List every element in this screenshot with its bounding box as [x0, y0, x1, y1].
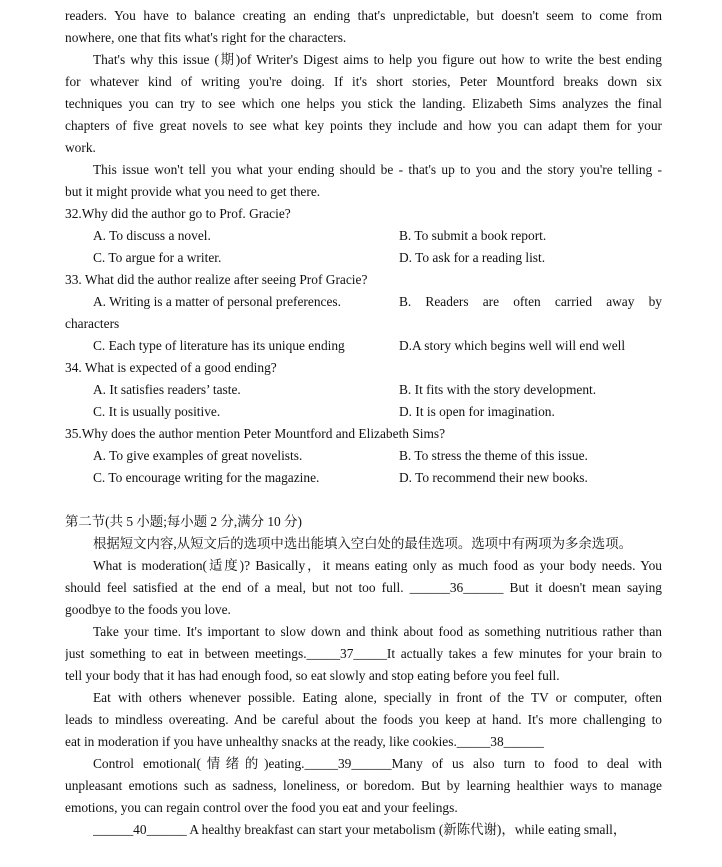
- passage-line: emotions, you can regain control over the food you eat and your feelings.: [65, 800, 458, 815]
- question-option-row: [65, 291, 662, 313]
- question-option-row: [65, 467, 662, 489]
- question-option-row: [65, 225, 662, 247]
- option-c: C. It is usually positive.: [93, 404, 221, 419]
- question-option-row: [65, 247, 662, 269]
- passage-line: should feel satisfied at the end of a meal, but not too full. ______36______ But it doesn't mean saying: [65, 580, 662, 595]
- option-b: B. Readers are often carried away by: [399, 294, 662, 309]
- question-stem: 34. What is expected of a good ending?: [65, 360, 277, 375]
- option-b-continued: characters: [65, 316, 120, 331]
- option-c: C. Each type of literature has its unique ending: [93, 338, 345, 353]
- option-a: A. It satisfies readers’ taste.: [93, 382, 241, 397]
- question-stem: 32.Why did the author go to Prof. Gracie?: [65, 206, 291, 221]
- passage-line: readers. You have to balance creating an ending that's unpredictable, but doesn't seem to come from: [65, 8, 662, 23]
- option-a: A. To give examples of great novelists.: [93, 448, 303, 463]
- option-a: A. Writing is a matter of personal preferences.: [93, 294, 341, 309]
- passage-line: chapters of five great novels to see what key points they include and how you can adapt them for your: [65, 118, 662, 133]
- option-c: C. To encourage writing for the magazine.: [93, 470, 320, 485]
- passage-line: What is moderation(适度)? Basically，it means eating only as much food as your body needs. You: [93, 558, 662, 573]
- passage-line: leads to mindless overeating. And be careful about the foods you keep at hand. It's more challenging to: [65, 712, 662, 727]
- question-option-row: [65, 335, 662, 357]
- passage-line: just something to eat in between meetings._____37_____It actually takes a few minutes for your brain to: [65, 646, 662, 661]
- passage-line: Take your time. It's important to slow down and think about food as something nutritious rather than: [93, 624, 662, 639]
- option-d: D. It is open for imagination.: [399, 404, 555, 419]
- passage-line: Eat with others whenever possible. Eating alone, specially in front of the TV or computer, often: [93, 690, 662, 705]
- option-a: A. To discuss a novel.: [93, 228, 211, 243]
- question-option-row: [65, 379, 662, 401]
- section-instruction: 根据短文内容,从短文后的选项中选出能填入空白处的最佳选项。选项中有两项为多余选项。: [93, 536, 632, 551]
- question-stem: 33. What did the author realize after seeing Prof Gracie?: [65, 272, 368, 287]
- option-d: D.A story which begins well will end well: [399, 338, 626, 353]
- option-d: D. To recommend their new books.: [399, 470, 588, 485]
- passage-line: unpleasant emotions such as sadness, loneliness, or boredom. But by learning healthier ways to manage: [65, 778, 662, 793]
- option-b: B. It fits with the story development.: [399, 382, 597, 397]
- passage-line: work.: [65, 140, 96, 155]
- passage-line: tell your body that it has had enough food, so eat slowly and stop eating before you feel full.: [65, 668, 560, 683]
- passage-line: nowhere, one that fits what's right for the characters.: [65, 30, 347, 45]
- passage-line: That's why this issue (期)of Writer's Digest aims to help you figure out how to write the best ending: [93, 52, 662, 67]
- question-option-row: [65, 401, 662, 423]
- option-b: B. To stress the theme of this issue.: [399, 448, 588, 463]
- passage-line: eat in moderation if you have unhealthy snacks at the ready, like cookies._____38______: [65, 734, 544, 749]
- passage-line: for whatever kind of writing you're doing. If it's short stories, Peter Mountford breaks down six: [65, 74, 662, 89]
- passage-line: ______40______ A healthy breakfast can start your metabolism (新陈代谢)，while eating small，: [93, 822, 627, 837]
- passage-line: goodbye to the foods you love.: [65, 602, 231, 617]
- passage-line: Control emotional(情绪的)eating._____39______Many of us also turn to food to deal with: [93, 756, 662, 771]
- section-heading: 第二节(共 5 小题;每小题 2 分,满分 10 分): [65, 514, 302, 529]
- option-d: D. To ask for a reading list.: [399, 250, 546, 265]
- option-b: B. To submit a book report.: [399, 228, 547, 243]
- question-stem: 35.Why does the author mention Peter Mountford and Elizabeth Sims?: [65, 426, 446, 441]
- passage-line: techniques you can try to see which one helps you stick the landing. Elizabeth Sims analyzes the final: [65, 96, 662, 111]
- option-c: C. To argue for a writer.: [93, 250, 222, 265]
- question-option-row: [65, 445, 662, 467]
- passage-line: This issue won't tell you what your ending should be - that's up to you and the story you're telling -: [93, 162, 662, 177]
- passage-line: but it might provide what you need to get there.: [65, 184, 321, 199]
